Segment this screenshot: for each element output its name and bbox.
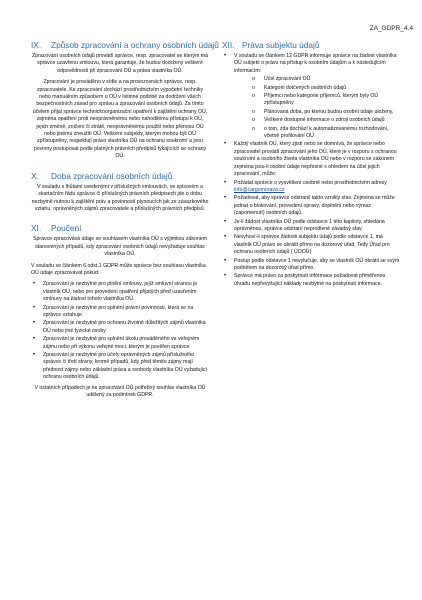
section-title: Práva subjektu údajů [242, 40, 320, 50]
section-title: Způsob zpracování a ochrany osobních údajů [51, 40, 219, 50]
list-item: • Zpracování je nezbytné pro splnění úkolu prováděného ve veřejném zájmu nebo při výkonu veřejné moci, kterým je pověřen správce [31, 336, 209, 351]
section-number: IX. [31, 40, 42, 50]
paragraph: V ostatních případech je ke zpracování OÚ potřebný souhlas vlastníka OÚ udělený za podmínek GDPR. [34, 384, 206, 399]
list-item: • Požadovat, aby správce odstranil takto vzniklý stav. Zejména se může jednat o blokování, provedení opravy, doplnění nebo výmaz (zapomenutí) osobních údajů. [222, 195, 400, 217]
sub-list [234, 76, 400, 140]
sub-list-item: o Kategorii dotčených osobních údajů [234, 85, 400, 92]
paragraph: V souladu se článkem 6.odst.1 GDPR může správce bez souhlasu vlastníka OÚ údaje zpracovávat pokud: [31, 262, 206, 276]
section-number: XII. [222, 40, 235, 50]
email-link[interactable]: info@cargomorava.cz [234, 186, 285, 193]
list-item: • Každý vlastník OÚ, který zjistí nebo se domnívá, že správce nebo zpracovatel provádí zpracování jeho OÚ, které je v rozporu s ochranou soukromí a osobního života vlastníka OÚ nebo v rozporu se zákonem zejména jsou-li osobní údaje nepřesné s ohledem na účel jejich zpracování, může: [222, 141, 400, 178]
list-item [222, 53, 400, 140]
paragraph: Správce zpracovává údaje se souhlasem vlastníka OÚ s výjimkou zákonem stanovených případů, kdy zpracování osobních údajů nevyžaduje souhlas vlastníka OÚ. [33, 236, 207, 258]
section-x-heading [31, 171, 209, 182]
paragraph: V souladu s lhůtami uvedenými v příslušných smlouvách, ve spisovém a skartačním řádu správce či příslušných právních předpisech jde o dobu nezbytně nutnou k zajištění práv a povinností plynoucích jak ze závazkového vztahu, oprávněných zájmů zpracovatele a příslušných právních předpisů. [31, 183, 209, 212]
left-column [31, 40, 219, 403]
list-item: • Nevyhoví-li správce žádosti subjektu údajů podle odstavce 1, má vlastník OÚ právo se obrátit přímo na dozorový úřad, Tedy Úřad pro ochranu osobních údajů ( ÚOOÚ) [222, 234, 400, 256]
section-title: Poučení [51, 223, 82, 234]
section-xi-heading [31, 223, 209, 234]
section-ix-heading [31, 40, 219, 51]
document-id: ZA_GDPR_4.4 [369, 25, 413, 32]
list-item [222, 180, 400, 195]
sub-list-item: o Příjemci nebo kategorie příjemců, kterým byly OÚ zpřístupněny [234, 93, 400, 108]
bullet-list [222, 53, 400, 288]
bullet-list [31, 281, 209, 381]
paragraph: Zpracování je prováděno v sídle a na provozovnách správce, resp. zpracovatele. Ke zpracování dochází prostřednictvím výpočetní techniky nebo manuálním způsobem u OÚ v listinné podobě za dodržení všech bezpečnostních zásad pro správu a zpracování osobních údajů. Za tímto účelem přijal správce technickoorganizační opatření k zajištění ochrany OÚ, zejména opatření proti neoprávněnému nebo nahodilému přístupu k OÚ, jejich změně, zničení či ztrátě, neoprávněnému použití nebo přenosu OÚ nebo jinému zneužití OÚ. Veškeré subjekty, kterým mohou být OÚ zpřístupněny, respektují právo vlastníka OÚ na ochranu soukromí a jsou povinny postupovat podle platných právních předpisů týkajících se ochrany OÚ. [32, 79, 208, 160]
section-number: XI. [31, 223, 42, 234]
right-column [222, 40, 400, 291]
section-title: Doba zpracování osobních údajů [51, 170, 173, 181]
list-item: • Zpracování je nezbytné pro účely oprávněných zájmů příslušného správce či třetí strany, kromě případů, kdy před těmito zájmy mají přednost zájmy nebo základní práva a svobody vlastníka OÚ vyžadující ochranu osobních údajů. [31, 352, 209, 382]
list-item: • Je-li žádost vlastníka OÚ podle odstavce 1 této kapitoly, shledána oprávněnou, správce odstraní neprodleně závadný stav. [222, 219, 400, 234]
sub-list-item: o Veškeré dostupné informace o zdroji osobních údajů [234, 117, 400, 124]
sub-list-item: o Účel zpracování OÚ [234, 76, 400, 83]
list-item-text: V souladu se článkem 12 GDPR informuje správce na žádost vlastníka OÚ subjekt o právu na přístup k osobním údajům a k následujícím informacím: [234, 53, 397, 74]
section-xii-heading [222, 40, 400, 51]
list-item: • Zpracování je nezbytné pro ochranu životně důležitých zájmů vlastníka OÚ nebo jiné fyzické osoby [31, 320, 209, 335]
list-item: • Postup podle odstavce 1 nevylučuje, aby se vlastník OÚ obrátil se svým podnětem na dozorový úřad přímo. [222, 258, 400, 273]
section-number: X. [31, 170, 39, 181]
sub-list-item: o o tom, zda dochází k automatizovanému rozhodování, včetně profilování OÚ [234, 126, 400, 141]
list-item: • Zpracování je nezbytné pro plnění smlouvy, jejíž smluvní stranou je vlastník OÚ, nebo pro provedení opatření přijatých před uzavřením smlouvy na žádost tohoto vlastníka OÚ. [31, 281, 209, 303]
list-item: • Správce má právo za poskytnutí informace požadovat přiměřenou úhradu nepřevyšující náklady nezbytné na poskytnutí informace. [222, 273, 400, 288]
list-item: • Zpracování je nezbytné pro splnění právní povinnosti, která se na správce vztahuje [31, 305, 209, 320]
paragraph: Zpracování osobních údajů provádí správce, resp. zpracovatel se kterým má správce uzavřenu smlouvu, která garantuje, že budou dodrženy veškeré odpovědnosti při zpracování OÚ a práva vlastníka OÚ. [32, 53, 208, 74]
list-item-text: Požádat správce o vysvětlení osobně nebo prostřednictvím adresy [234, 179, 387, 186]
sub-list-item: o Plánovaná doba, po kterou budou osobní údaje uloženy, [234, 109, 400, 116]
